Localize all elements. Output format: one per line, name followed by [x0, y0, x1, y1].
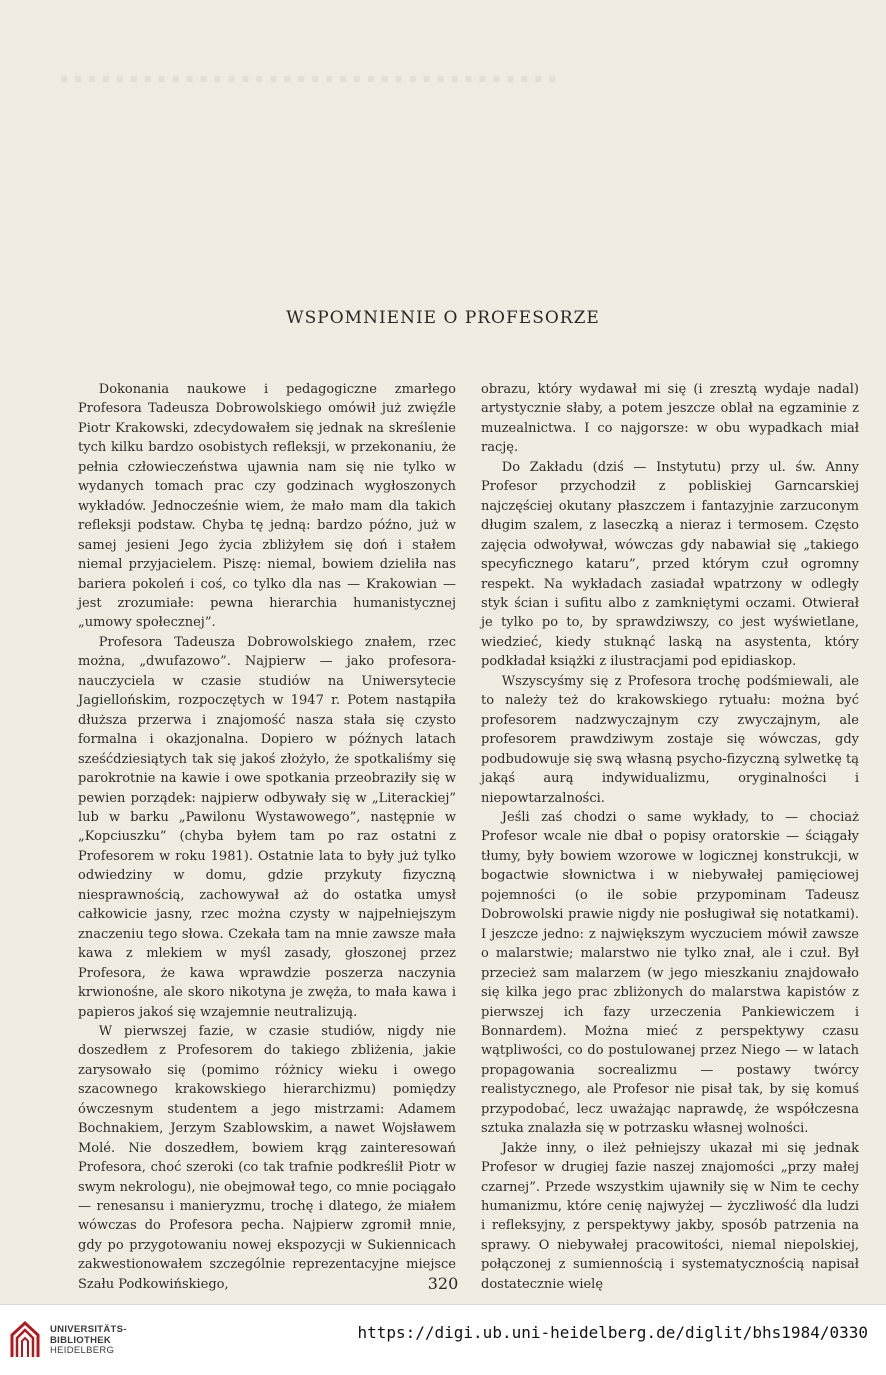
- page-number: 320: [427, 1274, 459, 1293]
- paragraph: Wszyscyśmy się z Profesora trochę podśmiewali, ale to należy też do krakowskiego rytuału: można być profesorem nadzwyczajnym czy zwyczajnym, ale profesorem prawdziwym zostaje się wówczas, gdy podbudowuje się swą własną psycho-fizyczną sylwetkę tą jakąś aurą indywidualizmu, oryginalności i niepowtarzalności.: [481, 673, 859, 806]
- paragraph: Jeśli zaś chodzi o same wykłady, to — chociaż Profesor wcale nie dbał o popisy oratorskie — ściągały tłumy, były bowiem wzorowe w logicznej konstrukcji, w bogactwie słownictwa i w niebywałej pamięciowej pojemności (o ile sobie przypominam Tadeusz Dobrowolski prawie nigdy nie posługiwał się notatkami). I jeszcze jedno: z największym wyczuciem mówił zawsze o malarstwie; malarstwo nie tylko znał, ale i czuł. Był przecież sam malarzem (w jego mieszkaniu znajdowało się kilka jego prac zbliżonych do malarstwa kapistów z pierwszej ich fazy urzeczenia Pankiewiczem i Bonnardem). Można mieć z perspektywy czasu wątpliwości, co do postulowanej przez Niego — w latach propagowania socrealizmu — postawy twórcy realistycznego, ale Profesor nie pisał tak, by się komuś przypodobać, lecz uważając naprawdę, że współczesna sztuka znalazła się w potrzasku własnej wolności.: [481, 809, 859, 1137]
- page-title: WSPOMNIENIE O PROFESORZE: [286, 308, 600, 328]
- university-library-logo-icon: [8, 1319, 42, 1361]
- paragraph: Dokonania naukowe i pedagogiczne zmarłego Profesora Tadeusza Dobrowolskiego omówił już zwięźle Piotr Krakowski, zdecydowałem się jednak na skreślenie tych kilku bardzo osobistych refleksji, w przekonaniu, że pełnia człowieczeństwa ujawnia nam się nie tylko w wydanych tomach prac czy godzinach wygłoszonych wykładów. Jednocześnie wiem, że mało mam dla takich refleksji podstaw. Chyba tę jedną: bardzo późno, już w samej jesieni Jego życia zbliżyłem się doń i stałem niemal przyjacielem. Piszę: niemal, bowiem dzieliła nas bariera pokoleń i coś, co tylko dla nas — Krakowian — jest zrozumiałe: pewna hierarchia humanistycznej „umowy społecznej”.: [78, 382, 456, 631]
- bleed-through-text: ▪ ▪ ▪ ▪ ▪ ▪ ▪ ▪ ▪ ▪ ▪ ▪ ▪ ▪ ▪ ▪ ▪ ▪ ▪ ▪ ▪ ▪ ▪ ▪ ▪ ▪ ▪ ▪ ▪ ▪ ▪ ▪ ▪ ▪ ▪ ▪: [60, 71, 558, 85]
- paragraph: Do Zakładu (dziś — Instytutu) przy ul. św. Anny Profesor przychodził z pobliskiej Garncarskiej najczęściej okutany płaszczem i fantazyjnie zarzuconym długim szalem, z laseczką a nieraz i termosem. Często zajęcia odwoływał, wówczas gdy nabawiał się „takiego specyficznego kataru”, przed którym czuł ogromny respekt. Na wykładach zasiadał wpatrzony w odległy styk ścian i sufitu albo z zamkniętymi oczami. Otwierał je tylko po to, by sprawdziwszy, co jest wyświetlane, wiedzieć, kiedy stuknąć laską na asystenta, który podkładał książki z ilustracjami pod epidiaskop.: [481, 459, 859, 670]
- paragraph: obrazu, który wydawał mi się (i zresztą wydaje nadal) artystycznie słaby, a potem jeszcze oblał na egzaminie z muzealnictwa. I co najgorsze: w obu wypadkach miał rację.: [481, 382, 859, 456]
- library-line: BIBLIOTHEK: [50, 1334, 112, 1346]
- left-column: [78, 380, 456, 1294]
- right-column: [481, 380, 859, 1294]
- library-line: HEIDELBERG: [50, 1345, 115, 1356]
- paragraph: Profesora Tadeusza Dobrowolskiego znałem, rzec można, „dwufazowo”. Najpierw — jako profesora-nauczyciela w czasie studiów na Uniwersytecie Jagiellońskim, rozpoczętych w 1947 r. Potem nastąpiła dłuższa przerwa i znajomość nasza stała się czysto formalna i okazjonalna. Dopiero w późnych latach sześćdziesiątych tak się jakoś złożyło, że spotkaliśmy się parokrotnie na kawie i owe spotkania przeobraziły się w pewien porządek: najpierw odbywały się w „Literackiej” lub w barku „Pawilonu Wystawowego”, następnie w „Kopciuszku” (chyba byłem tam po raz ostatni z Profesorem w roku 1981). Ostatnie lata to były już tylko odwiedziny w domu, gdzie przykuty fizyczną niesprawnością, zachowywał aż do ostatka umysł całkowicie jasny, rzec można czysty w najpełniejszym znaczeniu tego słowa. Czekała tam na mnie zawsze mała kawa z mlekiem w myśl zasady, głoszonej przez Profesora, że kawa wprawdzie poszerza naczynia krwionośne, ale skoro nikotyna je zwęża, to mała kawa i papieros jakoś się wzajemnie neutralizują.: [78, 634, 456, 1020]
- library-name: [50, 1325, 127, 1357]
- library-line: UNIVERSITÄTS-: [50, 1324, 127, 1335]
- bleed-through-block: [60, 100, 846, 270]
- paragraph: W pierwszej fazie, w czasie studiów, nigdy nie doszedłem z Profesorem do takiego zbliżenia, jakie zarysowało się (pomimo różnicy wieku i owego szacownego krakowskiego hierarchizmu) pomiędzy ówczesnym studentem a jego mistrzami: Adamem Bochnakiem, Jerzym Szablowskim, a nawet Wojsławem Molé. Nie doszedłem, bowiem krąg zainteresowań Profesora, choć szeroki (co tak trafnie podkreślił Piotr w swym nekrologu), nie obejmował tego, co mnie pociągało — renesansu i manieryzmu, trochę i dlatego, że miałem wówczas do Profesora pecha. Najpierw zgromił mnie, gdy po przygotowaniu nowej ekspozycji w Sukiennicach zakwestionowałem szczególnie reprezentacyjne miejsce Szału Podkowińskiego,: [78, 1023, 456, 1292]
- paragraph: Jakże inny, o ileż pełniejszy ukazał mi się jednak Profesor w drugiej fazie naszej znajomości „przy małej czarnej”. Przede wszystkim ujawniły się w Nim te cechy humanizmu, które cenię najwyżej — życzliwość dla ludzi i refleksyjny, z perspektywy jakby, sposób patrzenia na sprawy. O niebywałej pracowitości, niemal niepolskiej, połączonej z sumiennością i systematycznością napisał dostatecznie wielę: [481, 1140, 859, 1292]
- viewer-footer: [0, 1304, 886, 1375]
- permalink-url[interactable]: https://digi.ub.uni-heidelberg.de/diglit/bhs1984/0330: [357, 1323, 868, 1342]
